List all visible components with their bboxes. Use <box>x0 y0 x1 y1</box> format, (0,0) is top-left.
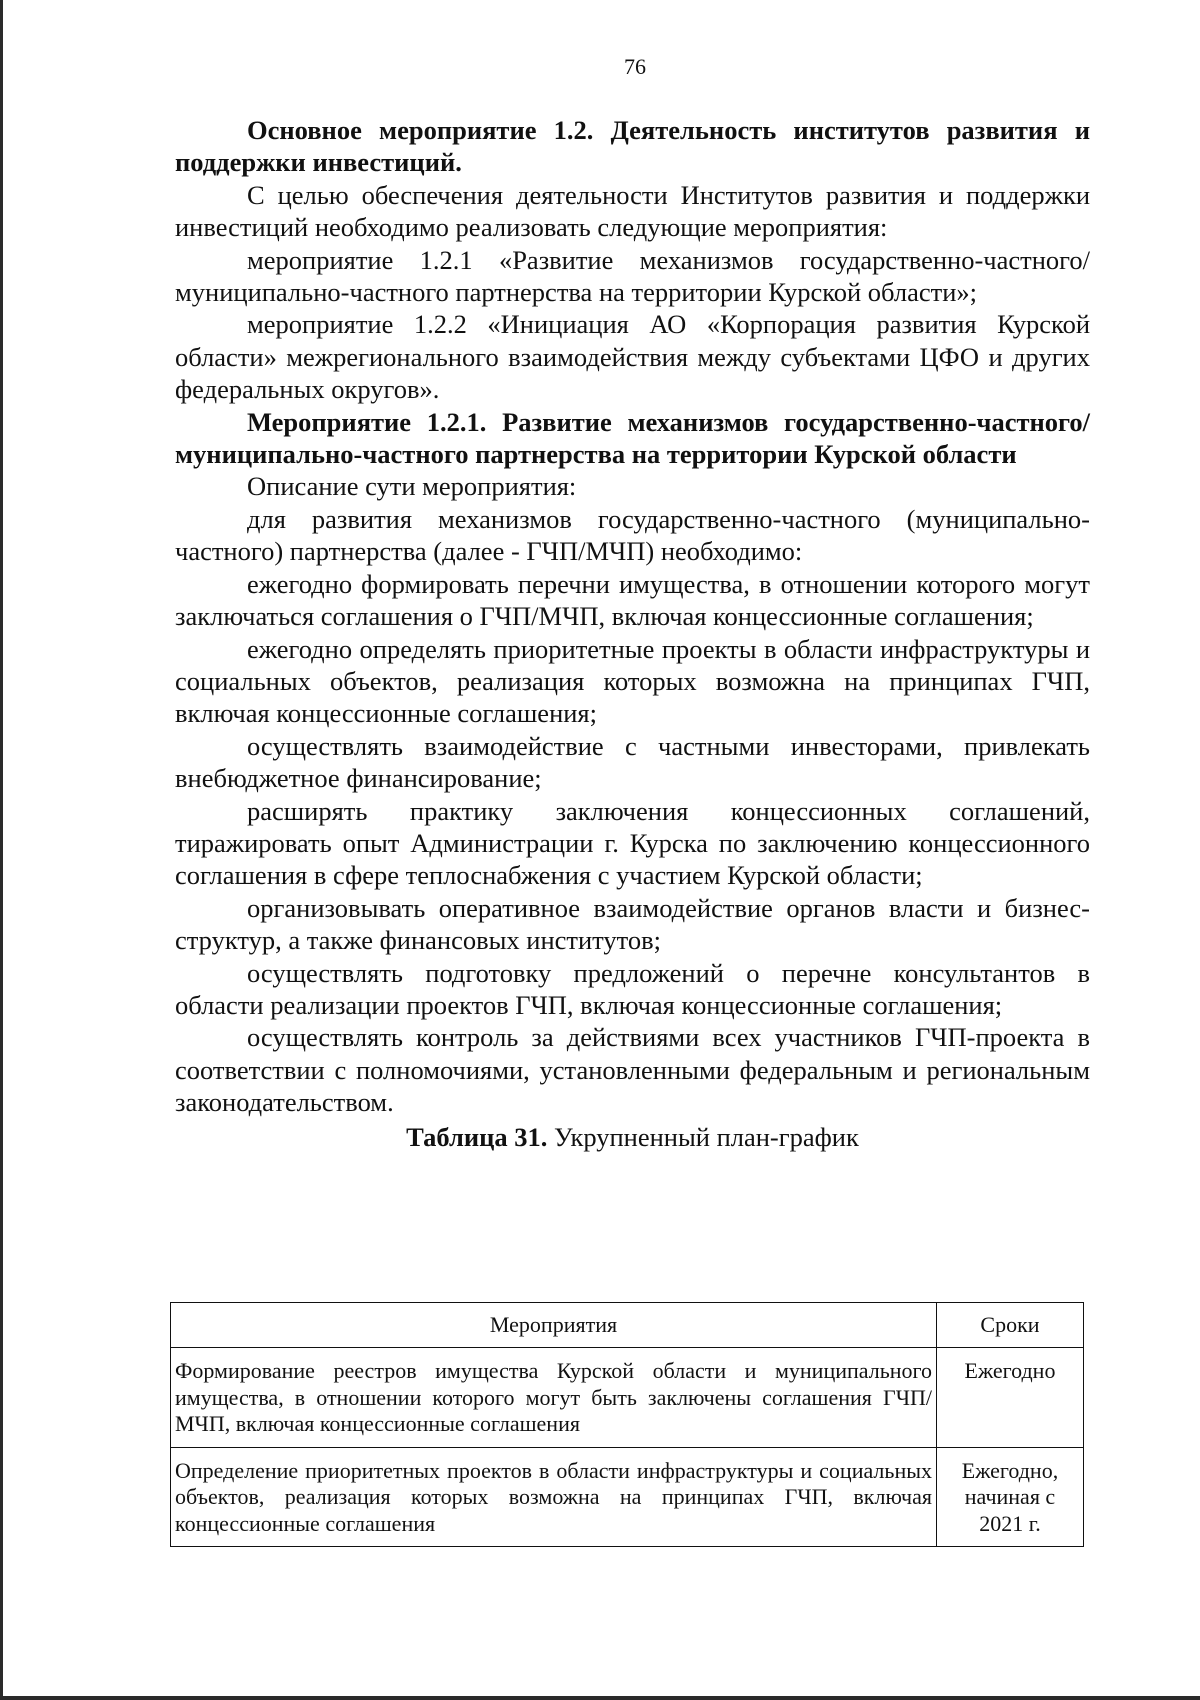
table-caption-title: Укрупненный план-график <box>547 1121 859 1152</box>
scan-edge-left <box>0 0 3 1700</box>
terms-line: 2021 г. <box>979 1510 1041 1536</box>
terms-cell <box>937 1348 1084 1448</box>
table-caption <box>175 1121 1090 1153</box>
subsection-heading: Мероприятие 1.2.1. Развитие механизмов государственно-частного/муниципально-частного партнерства на территории Курской области <box>175 406 1090 470</box>
paragraph: Описание сути мероприятия: <box>247 471 577 502</box>
paragraph: мероприятие 1.2.2 «Инициация АО «Корпорация развития Курской области» межрегионального взаимодействия между субъектами ЦФО и других федеральных округов». <box>175 309 1090 405</box>
scan-edge-bottom <box>0 1696 1200 1700</box>
plan-schedule-table <box>170 1302 1084 1547</box>
terms-line: Ежегодно, <box>961 1457 1059 1483</box>
table-row <box>171 1447 1084 1547</box>
list-paragraph: осуществлять взаимодействие с частными инвесторами, привлекать внебюджетное финансирование; <box>175 730 1090 794</box>
section-heading: Основное мероприятие 1.2. Деятельность институтов развития и поддержки инвестиций. <box>175 115 1090 178</box>
list-paragraph: ежегодно определять приоритетные проекты в области инфраструктуры и социальных объектов, реализация которых возможна на принципах ГЧП, включая концессионные соглашения; <box>175 633 1090 729</box>
terms-line: Ежегодно <box>964 1358 1056 1383</box>
list-paragraph: осуществлять контроль за действиями всех участников ГЧП-проекта в соответствии с полномочиями, установленными федеральным и региональным законодательством. <box>175 1022 1090 1118</box>
list-paragraph: ежегодно формировать перечни имущества, в отношении которого могут заключаться соглашения о ГЧП/МЧП, включая концессионные соглашения; <box>175 568 1090 632</box>
event-cell: Формирование реестров имущества Курской области и муниципального имущества, в отношении которого могут быть заключены соглашения ГЧП/МЧП, включая концессионные соглашения <box>171 1348 937 1448</box>
table-caption-label: Таблица 31. <box>406 1121 548 1152</box>
paragraph: для развития механизмов государственно-частного (муниципально-частного) партнерства (далее - ГЧП/МЧП) необходимо: <box>175 503 1090 567</box>
page-number: 76 <box>624 54 646 79</box>
paragraph: С целью обеспечения деятельности Институтов развития и поддержки инвестиций необходимо реализовать следующие мероприятия: <box>175 179 1090 243</box>
terms-cell <box>937 1447 1084 1547</box>
list-paragraph: расширять практику заключения концессионных соглашений, тиражировать опыт Администрации г. Курска по заключению концессионного соглашения в сфере теплоснабжения с участием Курской области; <box>175 795 1090 891</box>
list-paragraph: осуществлять подготовку предложений о перечне консультантов в области реализации проектов ГЧП, включая концессионные соглашения; <box>175 957 1090 1020</box>
table-header-row <box>171 1303 1084 1348</box>
table-row <box>171 1348 1084 1448</box>
list-paragraph: организовывать оперативное взаимодействие органов власти и бизнес-структур, а также финансовых институтов; <box>175 892 1090 956</box>
paragraph: мероприятие 1.2.1 «Развитие механизмов государственно-частного/муниципально-частного партнерства на территории Курской области»; <box>175 244 1090 308</box>
column-header-events: Мероприятия <box>171 1303 937 1348</box>
terms-line: начиная с <box>964 1484 1056 1509</box>
document-body <box>175 114 1090 1153</box>
column-header-terms: Сроки <box>937 1303 1084 1348</box>
event-cell: Определение приоритетных проектов в области инфраструктуры и социальных объектов, реализация которых возможна на принципах ГЧП, включая концессионные соглашения <box>171 1447 937 1547</box>
